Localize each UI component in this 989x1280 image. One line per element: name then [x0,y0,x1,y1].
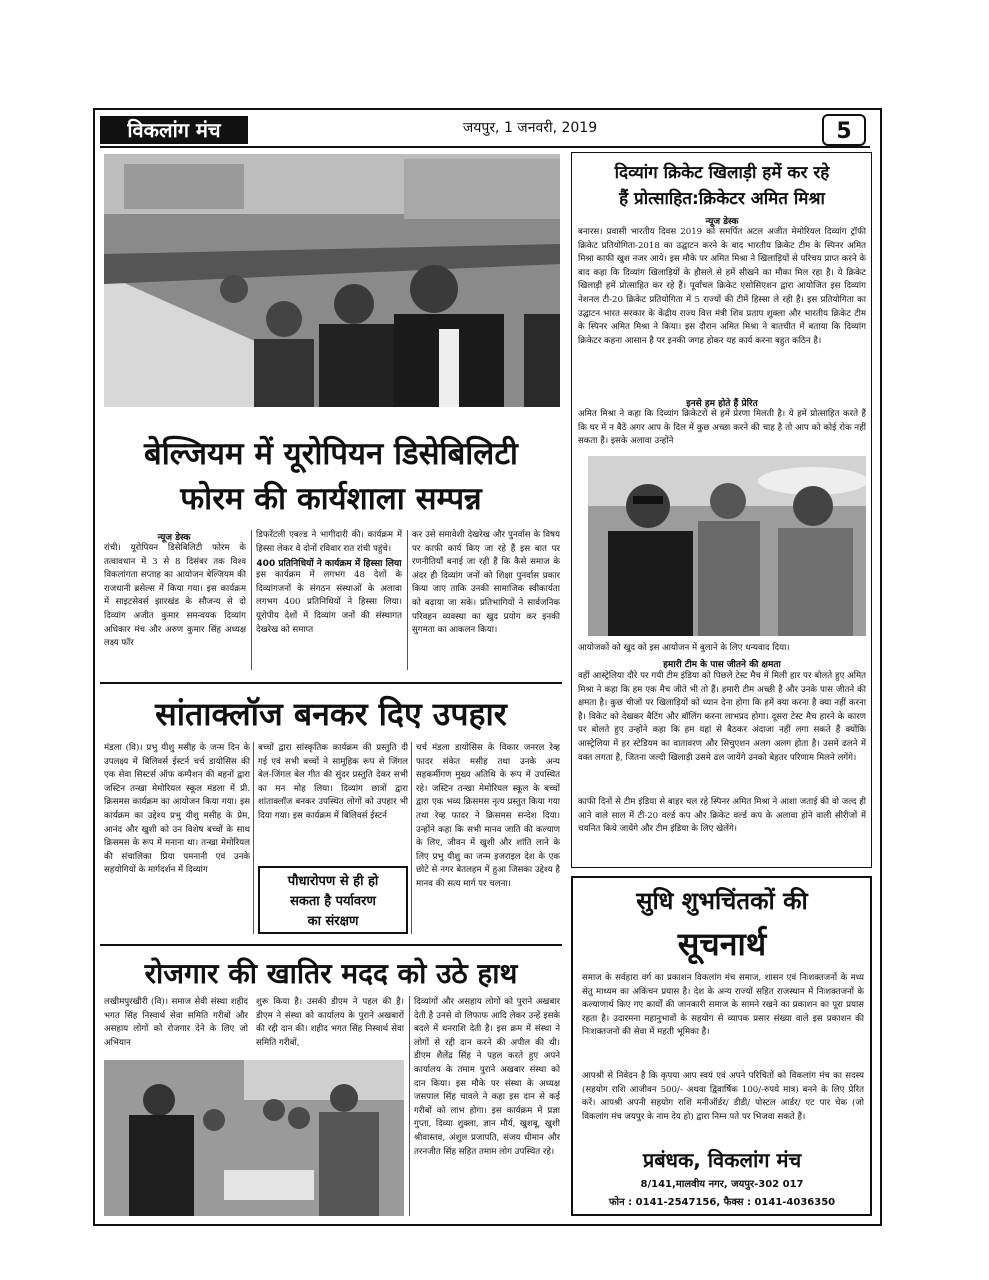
story4-byline: न्यूज डेस्क [705,217,739,227]
story2-column3: चर्च मंडला डायोसिस के विकार जनरल रेव्ह फादर संकेत मसीह तथा उनके अन्य सहकर्मीगण मुख्य अतिथि के रूप में उपस्थित रहे। जस्टिन तन्खा मेमोरियल स्कूल के बच्चों द्वारा एक भव्य क्रिसमस नृत्य प्रस्तुत किया गया तथा रेव्ह फादर ने क्रिसमस सन्देश दिया। उन्होंने कहा कि सभी मानव जाति की कल्याण के लिए, जीवन में खुशी और शांति लाने के लिए प्रभु यीशु का जन्म इजराइल देश के एक छोटे से नगर बेतलहम में हुआ जिसका उद्देश्य है मानव की सत्य मार्ग पर चलना। [416,743,560,889]
story1-column1: रांची। यूरोपियन डिसेबिलिटी फोरम के तत्वावधान में 3 से 8 दिसंबर तक विश्व विकलांगता सप्ताह का आयोजन बेल्जियम की राजधानी ब्रसेल्स में किया गया। इस कार्यक्रम में साइटसेवर्स झारखंड के सौजन्य से दो दिव्यांग अजीत कुमार समन्वयक दिव्यांग अधिकार मंच और अरुण कुमार सिंह अध्यक्ष लक्ष्य फॉर [104,543,246,649]
story1-column2-text-a: डिफरेंटली एबल्ड ने भागीदारी की। कार्यक्रम में हिस्सा लेकर वे दोनों रविवार रात रांची पहुंचे। [256,530,402,554]
story4-subheading1: इनसे हम होते हैं प्रेरित [686,399,758,409]
story1-column2 [256,529,402,671]
story4-subheading2: हमारी टीम के पास जीतने की क्षमता [663,660,781,670]
notice-signature: प्रबंधक, विकलांग मंच [642,1148,802,1172]
column-divider [407,530,408,670]
story1-headline-line2: फोरम की कार्यशाला सम्पन्न [180,481,482,517]
story4-headline-line1: दिव्यांग क्रिकेट खिलाड़ी हमें कर रहे [614,163,830,183]
masthead-rule [100,146,870,148]
story1-byline: न्यूज डेस्क [157,533,191,543]
story2-column2: बच्चों द्वारा सांस्कृतिक कार्यक्रम की प्रस्तुति दी गई एवं सभी बच्चों ने सामूहिक रूप से जिंगल बेल-जिंगल बेल गीत की सुंदर प्रस्तुति देकर सभी का मन मोह लिया। दिव्यांग छात्रों द्वारा शांताक्लॉज बनकर उपस्थित लोगों को उपहार भी दिया गया। इस कार्यक्रम में बिलिवर्स ईस्टर्न [258,743,408,821]
story1-column3: कर उसे समावेशी देखरेख और पुनर्वास के विषय पर काफी कार्य किए जा रहे हैं इस बात पर रणनीतियाँ बनाई जा रही हैं कि कैसे समाज के अंदर ही दिव्यांग जनों को शिक्षा पुनर्वास प्रकार किया जाए ताकि उनकी सामाजिक स्वीकार्यता को बढ़ाया जा सके। प्रतिभागियों ने सार्वजनिक परिवहन व्यवस्था का खुद प्रयोग कर इनकी सुगमता का आकलन किया। [412,530,560,636]
section-rule [100,682,562,684]
column-divider [411,742,412,934]
story1-column2-text-b: इस कार्यक्रम में लगभग 48 देशों के दिव्यांगजनों के संगठन संस्थाओं के अलावा लगभग 400 प्रतिनिधियों ने हिस्सा लिया। यूरोपीय देशों में दिव्यांग जनों की संस्थागत देखरेख को समाप्त [256,570,402,635]
masthead-date: जयपुर, 1 जनवरी, 2019 [462,120,598,136]
column-divider [409,996,410,1216]
story2-headline: सांताक्लॉज बनकर दिए उपहार [155,695,507,733]
slogan-line1: पौधारोपण से ही हो [287,874,379,889]
story1-headline-line1: बेल्जियम में यूरोपियन डिसेबिलिटी [144,436,518,472]
cricket-players-photo [588,456,866,636]
column-divider [253,742,254,934]
notice-headline-line2: सूचनार्थ [677,925,767,963]
slogan-line3: का संरक्षण [307,914,359,929]
story4-paragraph5: काफी दिनों से टीम इंडिया से बाहर चल रहे स्पिनर अमित मिश्रा ने आशा जताई की वो जल्द ही आने वाले साल में टी-20 वर्ल्ड कप और क्रिकेट वर्ल्ड कप के अलावा होने वाली सीरीजों में चयनित किये जायेंगे और टीम इंडिया के लिए खेलेंगे। [578,797,866,835]
slogan-box [258,866,408,934]
story4-headline-line2: हैं प्रोत्साहित:क्रिकेटर अमित मिश्रा [619,189,825,209]
donation-photo [104,1060,404,1216]
section-rule [100,944,562,946]
story4-paragraph1: बनारस। प्रवासी भारतीय दिवस 2019 को समर्पित अटल अजीत मेमोरियल दिव्यांग ट्रॉफी क्रिकेट प्रतियोगिता-2018 का उद्घाटन करने के बाद भारतीय क्रिकेट टीम के स्पिनर अमित मिश्रा काफी खुश नजर आये। इस मौके पर अमित मिश्रा ने खिलाड़ियों से परिचय प्राप्त करने के बाद कहा कि दिव्यांग खिलाड़ियों के हौसले से हमें सीखने का मौका मिल रहा है। ये क्रिकेट खिलाड़ी हमें प्रोत्साहित कर रहे हैं। पूर्वांचल क्रिकेट एसोसिएशन द्वारा आयोजित इस दिव्यांग नेशनल टी-20 क्रिकेट प्रतियोगिता में 5 राज्यों की टीमें हिस्सा ले रही हैं। इस प्रतियोगिता का उद्घाटन भारत सरकार के केंद्रीय राज्य वित्त मंत्री शिव प्रताप शुक्ला और भारतीय क्रिकेट टीम के स्पिनर अमित मिश्रा ने किया। इस दौरान अमित मिश्रा ने बातचीत में बताया कि दिव्यांग क्रिकेटर कहना आसान है पर इनकी जगह होकर यह कार्य करना बहुत कठिन है। [578,227,866,346]
story3-headline: रोजगार की खातिर मदद को उठे हाथ [144,957,518,990]
notice-headline-line1: सुधि शुभचिंतकों की [636,887,808,915]
story3-column2: शुरू किया है। उसकी डीएम ने पहल की है। डीएम ने संस्था को कार्यालय के पुराने अखबारों की रद्दी दान की। शहीद भगत सिंह निस्वार्थ सेवा समिति गरीबों, [256,997,404,1048]
story4-paragraph4: वहीं आस्ट्रेलिया दौरे पर गयी टीम इंडिया को पिछले टेस्ट मैच में मिली हार पर बोलते हुए अमित मिश्रा ने कहा कि हम एक मैच जीते भी तो हैं। हमारी टीम अच्छी है और उनके पास जीतने की क्षमता है। कुछ चीजों पर खिलाड़ियों को ध्यान देना होगा कि हमें क्या करना है क्या नहीं करना है। विकेट को देखकर बैटिंग और बॉलिंग करना लाभप्रद होगा। दूसरा टेस्ट मैच हारने के कारण पर बोलते हुए उन्होंने कहा कि हम यहां से बैठकर अंदाजा नहीं लगा सकते हैं क्योंकि आस्ट्रेलिया में हर स्टेडियम का वातावरण और सिचुएशन अलग अलग होता है। उसमें ढलने में वक्त लगता है, जितना जल्दी खिलाड़ी उसमे ढल जायेंगे उनको बेहतर परिणाम मिलने लगेंगे। [578,671,866,763]
masthead-title: विकलांग मंच [100,116,248,144]
column-divider [251,530,252,670]
story1-subheading: 400 प्रतिनिधियों ने कार्यक्रम में हिस्सा लिया [256,559,402,570]
slogan-line2: सकता है पर्यावरण [290,894,376,909]
story4-paragraph3: आयोजकों को खुद को इस आयोजन में बुलाने के लिए धन्यवाद दिया। [578,643,790,653]
notice-address: 8/141,मालवीय नगर, जयपुर-302 017 [640,1179,804,1190]
story3-column3: दिव्यांगों और असहाय लोगों को पुराने अखबार देती है उनसे वो लिफाफ आदि लेकर उन्हें इसके बदले में धनराशि देती है। इस क्रम में संस्था ने लोगों से रद्दी दान करने की अपील की थी। डीएम शैलेंद्र सिंह ने पहल करते हुए अपने कार्यालय के तमाम पुराने अखबार संस्था को दान किया। इस मौके पर संस्था के अध्यक्ष जसपाल सिंह चावले ने कहा इस दान से कई गरीबों को लाभ होगा। इस कार्यक्रम में प्रज्ञा गुप्ता, दिव्या शुक्ला, ज्ञान मौर्य, खुशबू, खुशी श्रीवास्तव, अंशुल प्रजापति, संजय धीमान और तरनजीत सिंह सहित तमाम लोग उपस्थित रहे। [414,997,560,1157]
story3-column1: लखीमपुरखीरी (वि)। समाज सेवी संस्था शहीद भगत सिंह निस्वार्थ सेवा समिति गरीबों और असहाय लोगों को रोजगार देने के लिए जो अभियान [104,997,248,1048]
notice-paragraph2: आपश्री से निवेदन है कि कृपया आप स्वयं एवं अपने परिचितों को विकलांग मंच का सदस्य (सहयोग राशि आजीवन 500/- अथवा द्विवार्षिक 100/-रुपये मात्र) बनने के लिए प्रेरित करें। आपश्री अपनी सहयोग राशि मनीऑर्डर/ डीडी/ पोस्टल आर्डर/ एट पार चेक (जो विकलांग मंच जयपुर के नाम देय हो) द्वारा निम्न पते पर भिजवा सकते हैं। [582,1071,864,1122]
notice-phone: फोन : 0141-2547156, फैक्स : 0141-4036350 [608,1197,836,1208]
notice-paragraph1: समाज के सर्वहारा वर्ग का प्रकाशन विकलांग मंच समाज, शासन एवं निःशक्तजनों के मध्य सेतु माध्यम का अकिंचन प्रयास है। देश के अन्य राज्यों सहित राजस्थान में निःशक्तजनों के कल्याणार्थ किए गए कार्यों की जानकारी समाज के सामने रखने का प्रकाशन का पूरा प्रयास रहता है। उदारमना महानुभावों के सहयोग से व्यापक प्रसार संख्या वाले इस प्रकाशन की निःशक्तजनों की सेवा में महती भूमिका है। [582,973,864,1038]
story4-paragraph2: अमित मिश्रा ने कहा कि दिव्यांग क्रिकेटरों से हमें प्रेरणा मिलती है। ये हमें प्रोत्साहित करते हैं कि घर में न बैठें अगर आप के दिल में कुछ अच्छा करने की चाह है तो आप को कोई रोक नहीं सकता है। इसके अलावा उन्होंने [578,409,866,447]
page-number: 5 [822,114,866,146]
story2-column1: मंडला (वि)। प्रभु यीशु मसीह के जन्म दिन के उपलक्ष्य में बिलिवर्स ईस्टर्न चर्च डायोसिस की एक सेवा सिस्टर्स ऑफ कम्पैशन की बहनों द्वारा जस्टिन तन्खा मेमोरियल स्कूल मंडला में प्री. क्रिसमस कार्यक्रम का आयोजन किया गया। इस कार्यक्रम का उद्देश्य प्रभु यीशु मसीह के प्रेम, आनंद और खुशी को उन विशेष बच्चों के साथ क्रिसमस के रूप में मनाना था। तन्खा मेमोरियल की संचालिका प्रिया पमनानी एवं उनके सहयोगियों के मार्गदर्शन में दिव्यांग [104,743,250,876]
conference-photo [104,154,560,407]
